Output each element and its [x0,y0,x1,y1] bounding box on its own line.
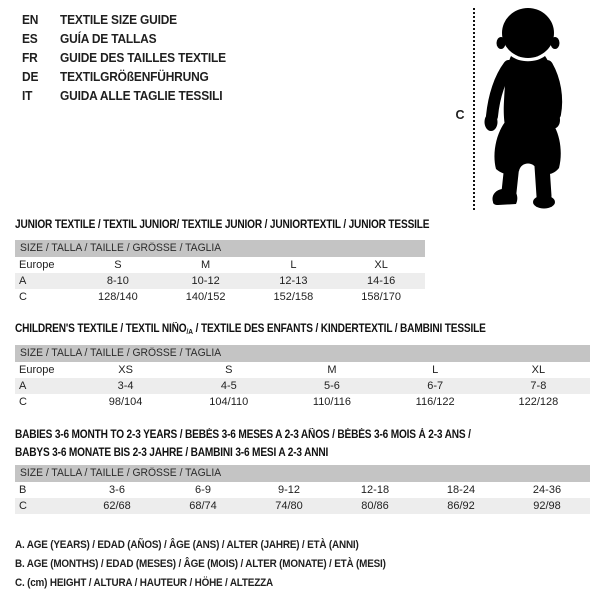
table-cell: 14-16 [367,275,396,287]
row-label: C [19,500,27,512]
table-cell: L [432,364,439,376]
row-label: A [19,380,27,392]
table-cell: 86/92 [447,500,475,512]
table-cell: 152/158 [273,291,314,303]
language-code: EN [22,12,39,27]
language-code: DE [22,69,39,84]
table-cell: 6-7 [427,380,444,392]
table-cell: 6-9 [195,484,211,496]
section-title-children [15,320,486,341]
table-row [15,498,590,514]
size-table [15,257,425,305]
table-cell: L [290,259,297,271]
language-row [22,67,240,86]
row-label: A [19,275,27,287]
toddler-silhouette-icon [478,6,582,210]
table-cell: 8-10 [106,275,129,287]
note-b-text: B. AGE (MONTHS) / EDAD (MESES) / ÂGE (MOIS) / ALTER (MONATE) / ETÀ (MESI) [15,558,386,570]
section-title-line2: BABYS 3-6 MONATE BIS 2-3 JAHRE / BAMBINI 3-6 MESI A 2-3 ANNI [15,447,329,459]
size-header-text: SIZE / TALLA / TAILLE / GRÖSSE / TAGLIA [20,467,222,479]
table-cell: XL [531,364,546,376]
height-measure-line [473,8,475,210]
note-a [15,536,427,555]
language-title: TEXTILGRÖßENFÜHRUNG [60,69,209,84]
row-label: Europe [19,259,55,271]
note-c [15,574,427,593]
size-header-text: SIZE / TALLA / TAILLE / GRÖSSE / TAGLIA [20,347,222,359]
note-b [15,555,427,574]
note-a-text: A. AGE (YEARS) / EDAD (AÑOS) / ÂGE (ANS) / ALTER (JAHRE) / ETÀ (ANNI) [15,539,359,551]
row-label: Europe [19,364,55,376]
section-title-junior: JUNIOR TEXTILE / TEXTIL JUNIOR/ TEXTILE JUNIOR / JUNIORTEXTIL / JUNIOR TESSILE [15,219,430,231]
language-row [22,48,240,67]
height-label: C [455,108,465,122]
language-row [22,86,240,105]
table-row [15,482,590,498]
table-cell: 3-6 [109,484,125,496]
table-cell: S [114,259,122,271]
language-row [22,29,240,48]
language-title: GUIDA ALLE TAGLIE TESSILI [60,88,223,103]
table-cell: 24-36 [532,484,562,496]
language-code: ES [22,31,38,46]
row-label: C [19,291,27,303]
section-title-text: / TEXTILE DES ENFANTS / KINDERTEXTIL / BAMBINI TESSILE [193,323,486,335]
table-cell: 116/122 [415,396,455,408]
language-list [22,10,240,105]
table-cell: 7-8 [530,380,547,392]
table-cell: 9-12 [277,484,301,496]
section-title-babies [15,426,533,462]
table-cell: M [327,364,337,376]
children-table [15,345,590,410]
language-title: GUÍA DE TALLAS [60,31,157,46]
table-cell: M [201,259,211,271]
size-header-text: SIZE / TALLA / TAILLE / GRÖSSE / TAGLIA [20,242,222,254]
table-cell: 5-6 [324,380,340,392]
language-row [22,10,240,29]
section-title-text: CHILDREN'S TEXTILE / TEXTIL NIÑO [15,323,187,335]
table-cell: 98/104 [108,396,143,408]
note-c-text: C. (cm) HEIGHT / ALTURA / HAUTEUR / HÖHE / ALTEZZA [15,577,273,589]
table-cell: XL [374,259,388,271]
table-cell: 12-18 [360,484,390,496]
table-cell: 68/74 [189,500,217,512]
table-row [15,378,590,394]
section-title-subscript: /A [186,327,194,336]
table-cell: 158/170 [361,291,401,303]
size-header-bar [15,240,425,257]
table-cell: 92/98 [533,500,561,512]
row-label: B [19,484,27,496]
language-code: IT [22,88,33,103]
table-cell: 62/68 [103,500,131,512]
size-table [15,362,590,410]
table-cell: 122/128 [518,396,559,408]
table-row [15,289,425,305]
table-cell: 110/116 [312,396,352,408]
babies-table [15,465,590,514]
language-title: GUIDE DES TAILLES TEXTILE [60,50,226,65]
table-cell: 12-13 [279,275,308,287]
table-cell: 4-5 [220,380,237,392]
table-cell: 18-24 [446,484,476,496]
row-label: C [19,396,27,408]
table-cell: 104/110 [209,396,249,408]
size-header-bar [15,465,590,482]
table-cell: S [225,364,233,376]
junior-table [15,240,425,305]
table-row [15,257,425,273]
legend-notes [15,536,427,593]
table-cell: 3-4 [117,380,134,392]
table-cell: XS [118,364,133,376]
size-header-bar [15,345,590,362]
table-row [15,362,590,378]
table-row [15,394,590,410]
table-cell: 74/80 [275,500,303,512]
section-title-line1: BABIES 3-6 MONTH TO 2-3 YEARS / BEBÉS 3-6 MESES A 2-3 AÑOS / BÉBÉS 3-6 MOIS À 2-3 ANS / [15,429,471,441]
table-cell: 10-12 [191,275,220,287]
size-table [15,482,590,514]
table-cell: 128/140 [97,291,138,303]
language-code: FR [22,50,38,65]
table-cell: 80/86 [361,500,389,512]
table-cell: 140/152 [185,291,226,303]
table-row [15,273,425,289]
language-title: TEXTILE SIZE GUIDE [60,12,177,27]
